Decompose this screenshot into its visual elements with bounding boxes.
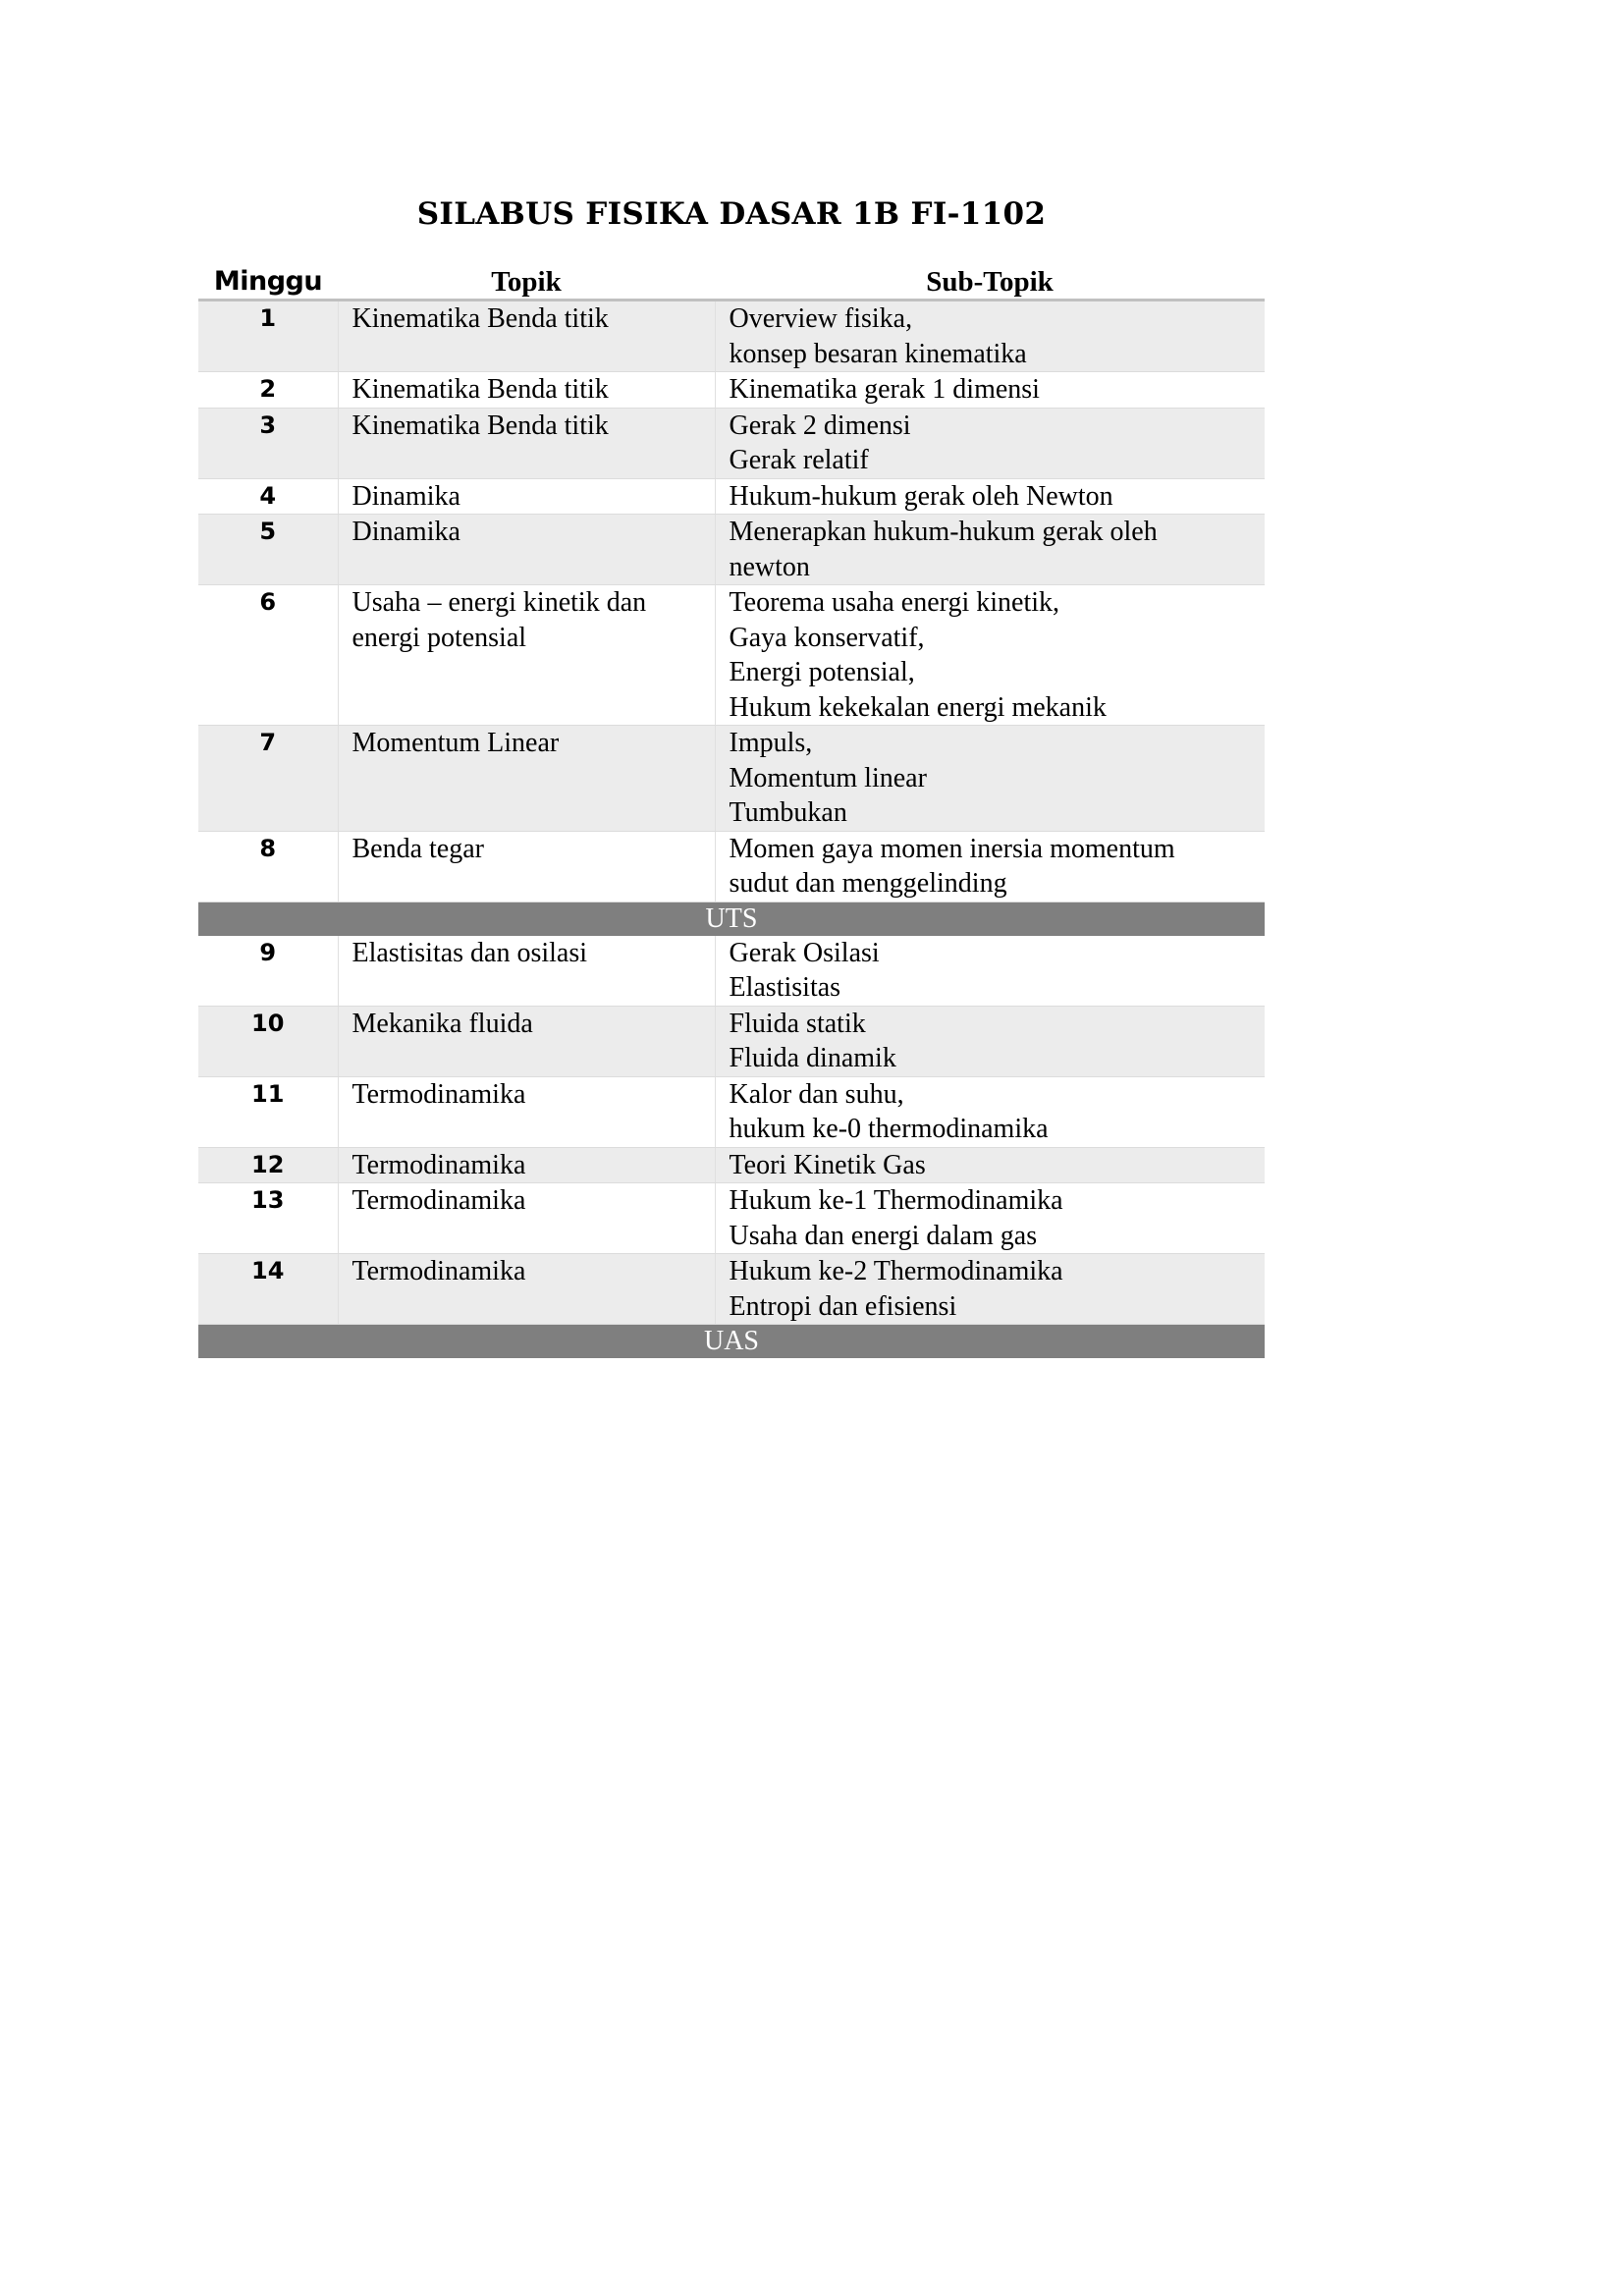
topic-cell <box>338 301 715 372</box>
week-number: 1 <box>198 301 338 372</box>
week-number: 9 <box>198 936 338 1007</box>
topic-cell <box>338 1147 715 1183</box>
header-subtopic: Sub-Topik <box>715 261 1265 301</box>
table-row <box>198 372 1265 409</box>
subtopic-cell <box>715 478 1265 515</box>
cell-line: Usaha dan energi dalam gas <box>729 1220 1038 1251</box>
subtopic-cell <box>715 726 1265 832</box>
cell-line: Fluida statik <box>729 1008 866 1039</box>
cell-line: Benda tegar <box>352 833 484 864</box>
table-row <box>198 478 1265 515</box>
cell-line: Dinamika <box>352 480 460 512</box>
topic-cell <box>338 726 715 832</box>
topic-cell <box>338 585 715 726</box>
week-number: 13 <box>198 1183 338 1254</box>
subtopic-cell <box>715 1006 1265 1076</box>
subtopic-cell <box>715 301 1265 372</box>
week-number: 7 <box>198 726 338 832</box>
table-row <box>198 1006 1265 1076</box>
cell-line: Energi potensial, <box>729 657 915 687</box>
table-row <box>198 515 1265 585</box>
week-number: 11 <box>198 1076 338 1147</box>
subtopic-cell <box>715 1076 1265 1147</box>
page-title: SILABUS FISIKA DASAR 1B FI-1102 <box>416 196 1047 232</box>
cell-line: Gerak 2 dimensi <box>729 410 911 441</box>
cell-line: Dinamika <box>352 517 460 547</box>
cell-line: Momen gaya momen inersia momentum <box>729 833 1175 864</box>
cell-line: Usaha – energi kinetik dan <box>352 587 647 618</box>
midterm-bar-label: UTS <box>198 902 1265 936</box>
topic-cell <box>338 408 715 478</box>
topic-cell <box>338 515 715 585</box>
cell-line: sudut dan menggelinding <box>729 868 1007 899</box>
cell-line: Termodinamika <box>352 1256 526 1286</box>
cell-line: Gerak Osilasi <box>729 937 880 968</box>
subtopic-cell <box>715 515 1265 585</box>
table-row <box>198 1076 1265 1147</box>
cell-line: Impuls, <box>729 728 813 758</box>
cell-line: Tumbukan <box>729 797 847 828</box>
cell-line: Termodinamika <box>352 1185 526 1216</box>
week-number: 12 <box>198 1147 338 1183</box>
topic-cell <box>338 1183 715 1254</box>
header-topic: Topik <box>338 261 715 301</box>
week-number: 14 <box>198 1254 338 1325</box>
table-row <box>198 1147 1265 1183</box>
cell-line: Kinematika Benda titik <box>352 374 609 405</box>
cell-line: Hukum kekekalan energi mekanik <box>729 691 1107 723</box>
cell-line: konsep besaran kinematika <box>729 338 1027 369</box>
cell-line: Kinematika Benda titik <box>352 410 609 441</box>
week-number: 5 <box>198 515 338 585</box>
cell-line: Menerapkan hukum-hukum gerak oleh <box>729 517 1158 547</box>
cell-line: Elastisitas dan osilasi <box>352 937 588 968</box>
cell-line: Kalor dan suhu, <box>729 1078 904 1110</box>
cell-line: hukum ke-0 thermodinamika <box>729 1114 1049 1144</box>
cell-line: Gaya konservatif, <box>729 622 925 653</box>
cell-line: Fluida dinamik <box>729 1043 896 1073</box>
subtopic-cell <box>715 1147 1265 1183</box>
table-row <box>198 936 1265 1007</box>
subtopic-cell <box>715 585 1265 726</box>
table-body <box>198 301 1265 1359</box>
subtopic-cell <box>715 1254 1265 1325</box>
cell-line: Mekanika fluida <box>352 1008 533 1039</box>
subtopic-cell <box>715 831 1265 902</box>
topic-cell <box>338 1254 715 1325</box>
subtopic-cell <box>715 408 1265 478</box>
cell-line: Termodinamika <box>352 1078 526 1110</box>
cell-line: Kinematika gerak 1 dimensi <box>729 374 1040 405</box>
table-header-row <box>198 261 1265 301</box>
topic-cell <box>338 372 715 409</box>
table-row <box>198 726 1265 832</box>
week-number: 3 <box>198 408 338 478</box>
cell-line: Teori Kinetik Gas <box>729 1149 926 1180</box>
week-number: 6 <box>198 585 338 726</box>
final-exam-bar <box>198 1325 1265 1359</box>
cell-line: Entropi dan efisiensi <box>729 1290 957 1322</box>
cell-line: Hukum ke-2 Thermodinamika <box>729 1256 1063 1286</box>
header-week: Minggu <box>198 261 338 301</box>
table-row <box>198 831 1265 902</box>
topic-cell <box>338 1076 715 1147</box>
cell-line: Teorema usaha energi kinetik, <box>729 587 1060 618</box>
cell-line: Momentum Linear <box>352 728 560 758</box>
subtopic-cell <box>715 372 1265 409</box>
table-row <box>198 408 1265 478</box>
table-row <box>198 301 1265 372</box>
cell-line: newton <box>729 551 810 582</box>
cell-line: Hukum ke-1 Thermodinamika <box>729 1185 1063 1216</box>
midterm-bar <box>198 902 1265 936</box>
cell-line: Momentum linear <box>729 762 927 793</box>
week-number: 4 <box>198 478 338 515</box>
week-number: 2 <box>198 372 338 409</box>
week-number: 8 <box>198 831 338 902</box>
topic-cell <box>338 1006 715 1076</box>
table-row <box>198 1254 1265 1325</box>
topic-cell <box>338 831 715 902</box>
topic-cell <box>338 478 715 515</box>
subtopic-cell <box>715 1183 1265 1254</box>
topic-cell <box>338 936 715 1007</box>
cell-line: Termodinamika <box>352 1149 526 1180</box>
table-row <box>198 585 1265 726</box>
cell-line: energi potensial <box>352 622 527 653</box>
syllabus-table <box>198 261 1265 1358</box>
table-row <box>198 1183 1265 1254</box>
final-exam-bar-label: UAS <box>198 1325 1265 1359</box>
week-number: 10 <box>198 1006 338 1076</box>
cell-line: Elastisitas <box>729 972 841 1003</box>
cell-line: Overview fisika, <box>729 303 913 334</box>
cell-line: Gerak relatif <box>729 445 869 475</box>
cell-line: Hukum-hukum gerak oleh Newton <box>729 480 1113 512</box>
subtopic-cell <box>715 936 1265 1007</box>
cell-line: Kinematika Benda titik <box>352 303 609 334</box>
